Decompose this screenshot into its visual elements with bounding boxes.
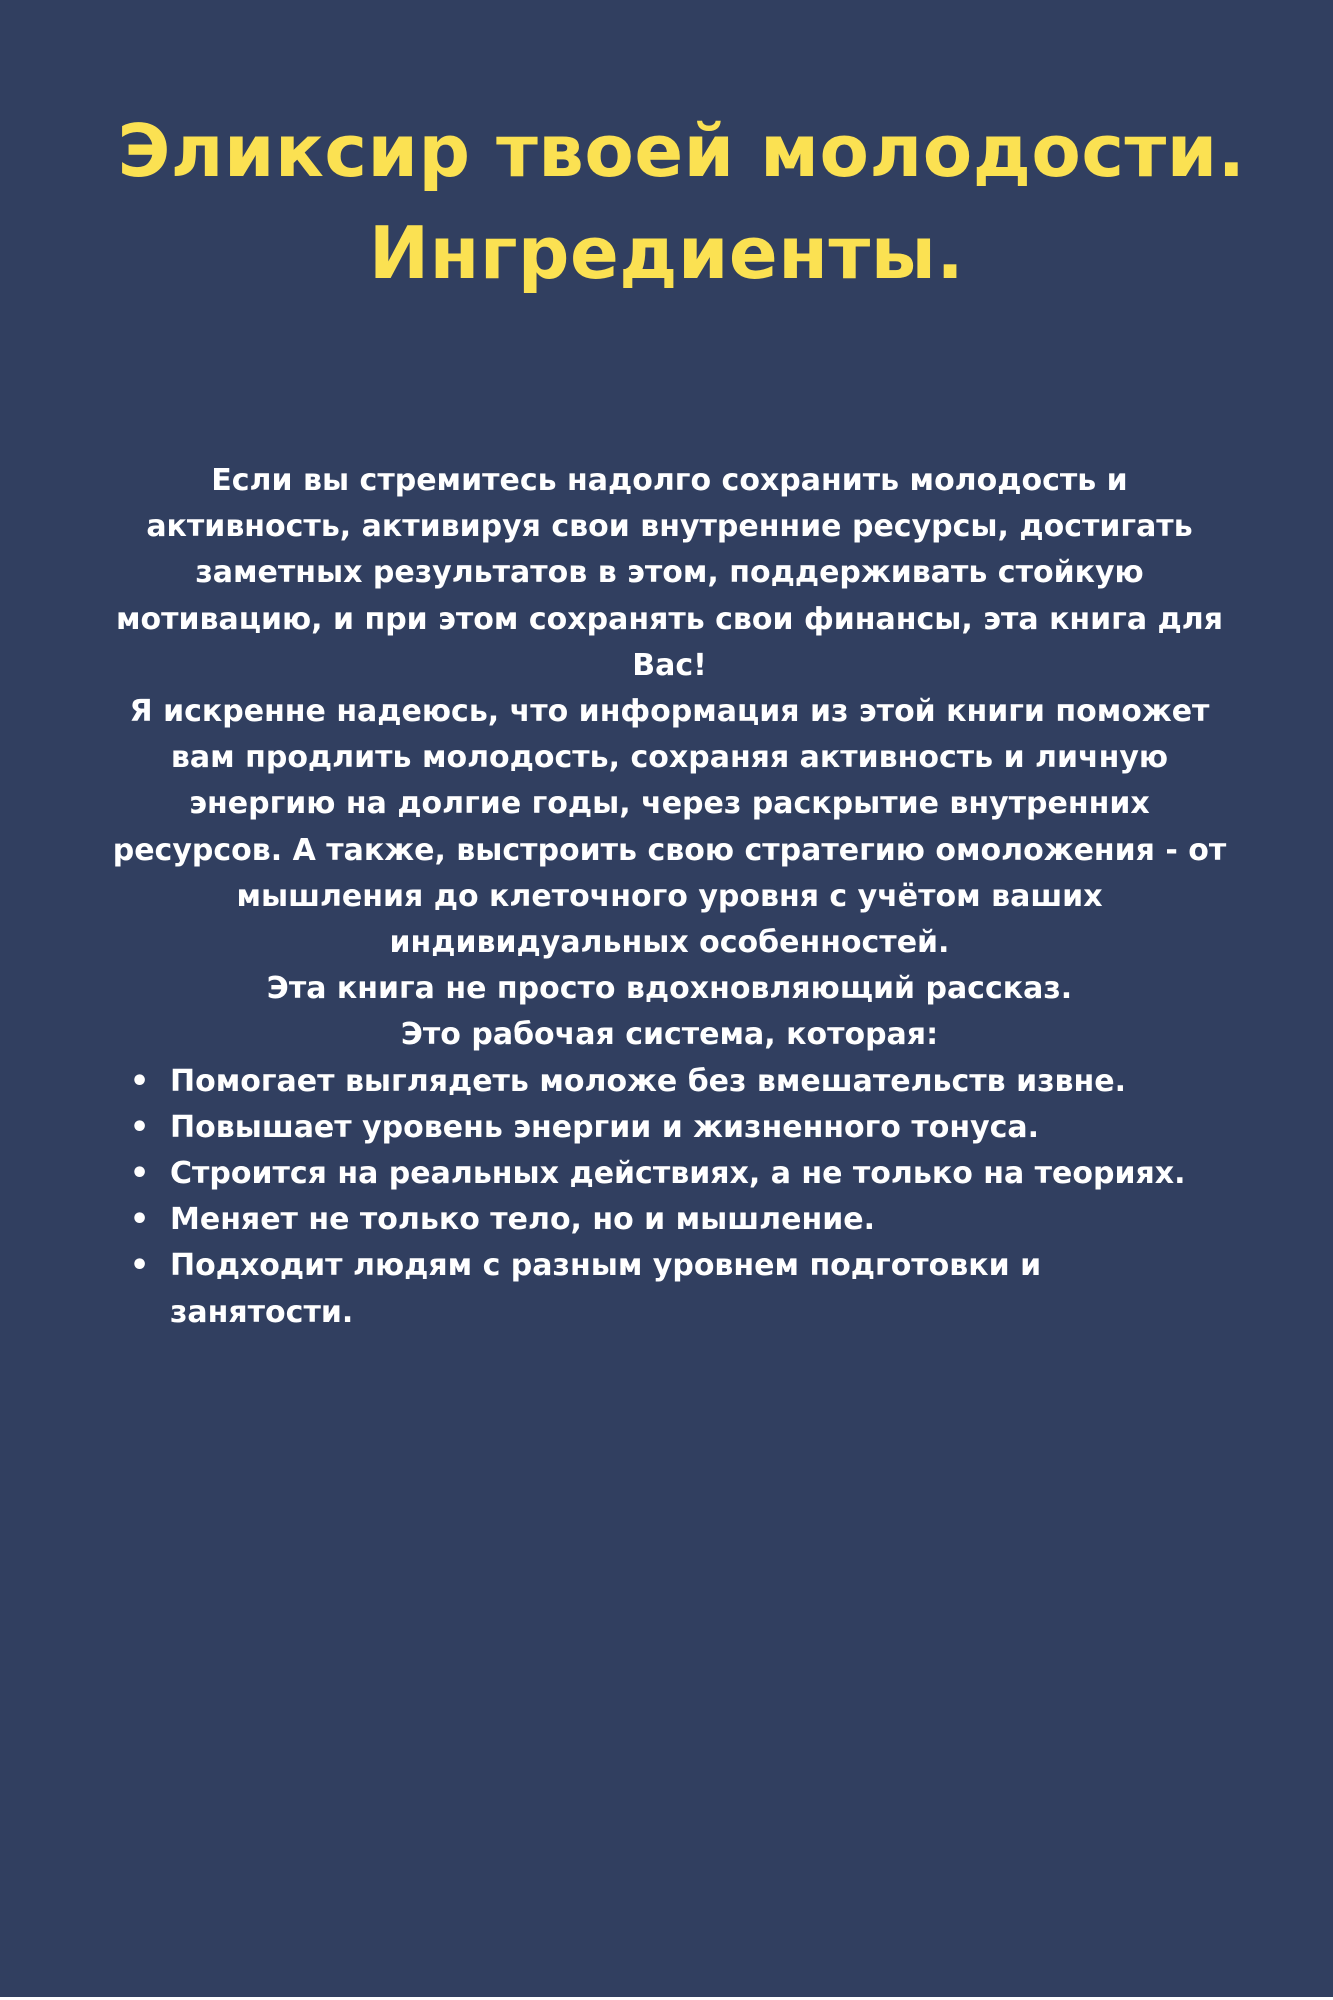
list-item-text: Повышает уровень энергии и жизненного тонуса. xyxy=(170,1109,1040,1145)
list-item xyxy=(112,1243,1227,1335)
system-intro-line: Это рабочая система, которая: xyxy=(400,1017,939,1053)
title-line-2: Ингредиенты. xyxy=(368,211,965,295)
bullet-icon: • xyxy=(130,1248,150,1284)
body-text xyxy=(112,458,1227,1336)
list-item xyxy=(112,1059,1227,1105)
hope-paragraph: Я искренне надеюсь, что информация из этой книги поможет вам продлить молодость, сохраняя активность и личную энергию на долгие годы, через раскрытие внутренних ресурсов. А также, выстроить свою стратегию омоложения - от мышления до клеточного уровня с учётом ваших индивидуальных особенностей. xyxy=(112,694,1227,961)
list-item xyxy=(112,1151,1227,1197)
page-title xyxy=(0,100,1333,304)
benefits-list xyxy=(112,1059,1227,1336)
bullet-icon: • xyxy=(130,1156,150,1192)
list-item xyxy=(112,1197,1227,1243)
list-item-text: Строится на реальных действиях, а не только на теориях. xyxy=(170,1156,1186,1192)
not-just-story-line: Эта книга не просто вдохновляющий рассказ. xyxy=(266,971,1073,1007)
title-line-1: Эликсир твоей молодости. xyxy=(117,109,1246,193)
intro-paragraph: Если вы стремитесь надолго сохранить молодость и активность, активируя свои внутренние ресурсы, достигать заметных результатов в этом, поддерживать стойкую мотивацию, и при этом сохранять свои финансы, эта книга для Вас! xyxy=(115,463,1224,683)
bullet-icon: • xyxy=(130,1109,150,1145)
list-item-text: Меняет не только тело, но и мышление. xyxy=(170,1202,875,1238)
list-item xyxy=(112,1105,1227,1151)
list-item-text: Помогает выглядеть моложе без вмешательств извне. xyxy=(170,1063,1127,1099)
bullet-icon: • xyxy=(130,1202,150,1238)
list-item-text: Подходит людям с разным уровнем подготовки и занятости. xyxy=(170,1248,1042,1330)
bullet-icon: • xyxy=(130,1063,150,1099)
